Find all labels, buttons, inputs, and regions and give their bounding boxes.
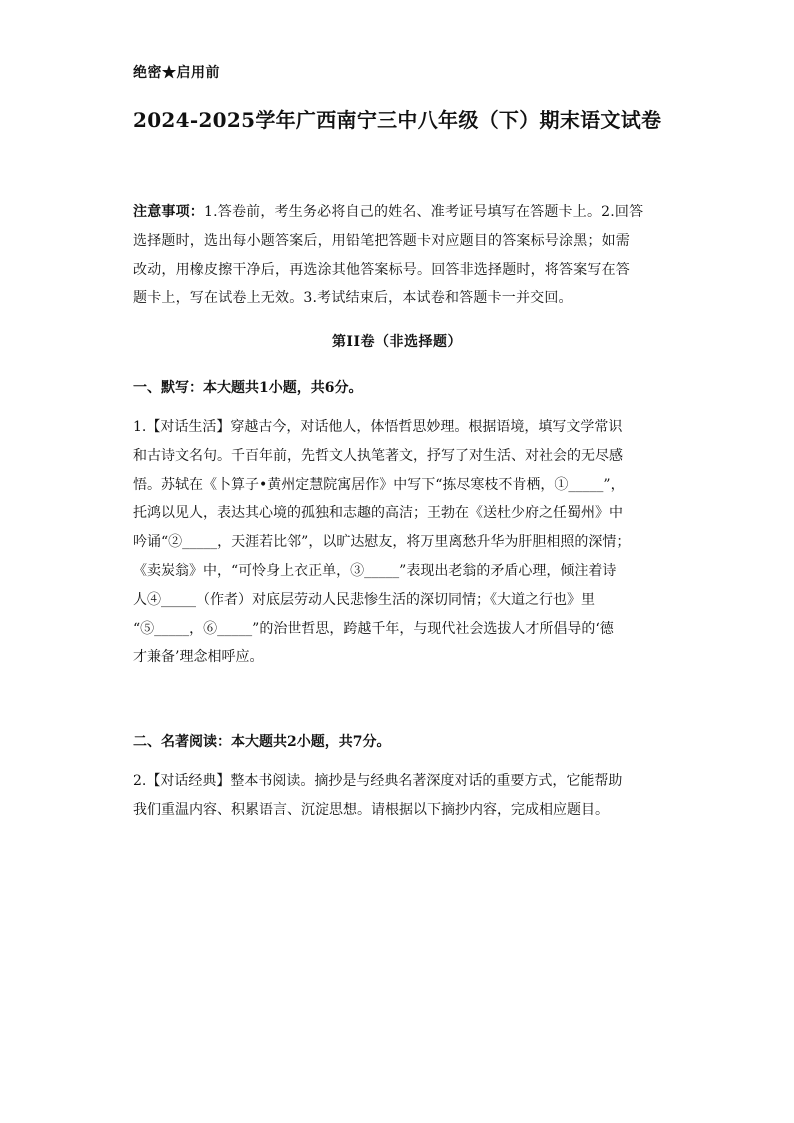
question-line: 我们重温内容、积累语言、沉淀思想。请根据以下摘抄内容，完成相应题目。: [133, 801, 609, 818]
exam-title: 2024-2025学年广西南宁三中八年级（下）期末语文试卷: [133, 108, 662, 132]
question-line: 悟。苏轼在《卜算子•黄州定慧院寓居作》中写下“拣尽寒枝不肯栖，①_____”，: [133, 476, 625, 493]
notice-block: [133, 198, 663, 313]
question-line: 人④_____（作者）对底层劳动人民悲惨生活的深切同情；《大道之行也》里: [133, 591, 595, 608]
question-2: [133, 767, 663, 825]
question-line: 才兼备’理念相呼应。: [133, 649, 264, 666]
notice-label: 注意事项：: [133, 204, 204, 220]
notice-line: [133, 198, 663, 227]
question-line: 和古诗文名句。千百年前，先哲文人执笔著文，抒写了对生活、对社会的无尽感: [133, 447, 623, 464]
section-heading-dictation: 一、默写：本大题共1小题，共6分。: [133, 380, 363, 396]
part-title: 第II卷（非选择题）: [331, 334, 463, 350]
question-line: 托鸿以见人，表达其心境的孤独和志趣的高洁；王勃在《送杜少府之任蜀州》中: [133, 505, 623, 522]
question-line: 1.【对话生活】穿越古今，对话他人，体悟哲思妙理。根据语境，填写文学常识: [133, 419, 623, 435]
question-line: 2.【对话经典】整本书阅读。摘抄是与经典名著深度对话的重要方式，它能帮助: [133, 773, 623, 789]
confidential-mark: 绝密★启用前: [133, 65, 220, 81]
notice-line-text: 1.答卷前，考生务必将自己的姓名、准考证号填写在答题卡上。2.回答: [204, 204, 644, 220]
question-line: “⑤_____，⑥_____”的治世哲思，跨越千年，与现代社会选拔人才所倡导的‘德: [133, 620, 614, 637]
question-line: 吟诵“②_____，天涯若比邻”，以旷达慰友，将万里离愁升华为肝胆相照的深情；: [133, 534, 631, 551]
question-line: 《卖炭翁》中，“可怜身上衣正单，③_____”表现出老翁的矛盾心理，倾注着诗: [133, 562, 617, 579]
section-heading-classics-reading: 二、名著阅读：本大题共2小题，共7分。: [133, 734, 391, 750]
notice-line: 改动，用橡皮擦干净后，再选涂其他答案标号。回答非选择题时，将答案写在答: [133, 261, 630, 278]
question-1: [133, 413, 663, 672]
notice-line: 选择题时，选出每小题答案后，用铅笔把答题卡对应题目的答案标号涂黑；如需: [133, 232, 630, 249]
notice-line: 题卡上，写在试卷上无效。3.考试结束后，本试卷和答题卡一并交回。: [133, 290, 573, 307]
